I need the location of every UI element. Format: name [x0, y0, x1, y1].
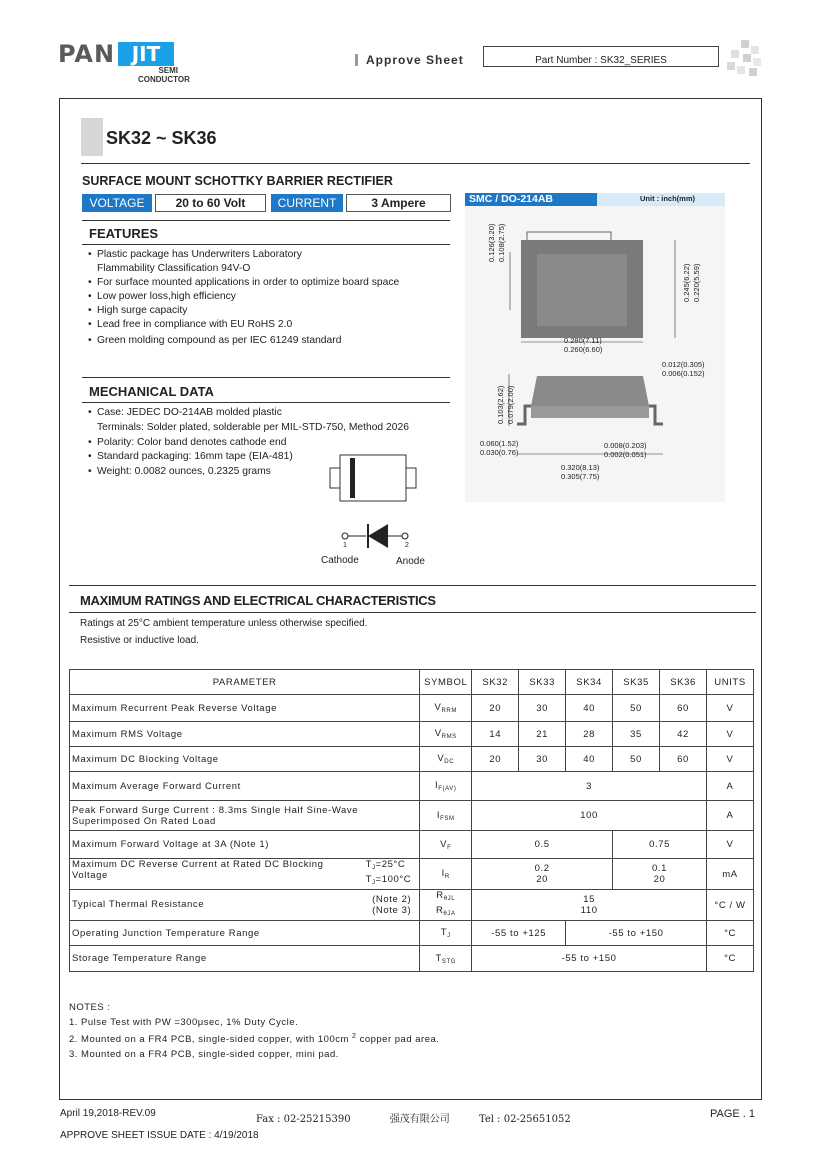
unit-cell: °C / W	[707, 890, 754, 921]
unit-cell: A	[707, 772, 754, 801]
header-cell: SK35	[613, 670, 660, 695]
unit-cell: V	[707, 831, 754, 859]
side-view-lead-right	[649, 406, 663, 424]
value-cell: 50	[613, 695, 660, 722]
unit-cell: mA	[707, 859, 754, 890]
unit-cell: A	[707, 801, 754, 831]
approve-bar	[355, 54, 358, 66]
list-item: • High surge capacity	[88, 304, 458, 318]
mech-top-line	[82, 377, 450, 378]
header-cell: SYMBOL	[420, 670, 472, 695]
dim-total-2: 0.305(7.75)	[561, 472, 600, 481]
footer-page: PAGE . 1	[710, 1108, 756, 1120]
product-subtitle: SURFACE MOUNT SCHOTTKY BARRIER RECTIFIER	[82, 174, 393, 188]
header-cell: SK32	[472, 670, 519, 695]
table-row	[70, 772, 754, 801]
pin2-label: 2	[405, 542, 409, 549]
logo-subtitle	[138, 66, 190, 84]
logo-sub-1: SEMI	[158, 66, 178, 75]
table-row	[70, 801, 754, 831]
value-cell: 0.75	[613, 831, 707, 859]
value-cell: 20	[472, 747, 519, 772]
list-item: • Low power loss,high efficiency	[88, 290, 458, 304]
table-row	[70, 831, 754, 859]
list-item: • Polarity: Color band denotes cathode end	[88, 436, 458, 451]
symbol-cell: $I_{FSM}$	[420, 801, 472, 831]
anode-label: Anode	[396, 556, 425, 567]
dim-lead-thick-2: 0.002(0.051)	[604, 450, 647, 459]
list-item: • Standard packaging: 16mm tape (EIA-481)	[88, 450, 458, 465]
value-cell: -55 to +125	[472, 921, 566, 946]
value-cell: 50	[613, 747, 660, 772]
footer-contact	[256, 1110, 571, 1125]
part-number-box: Part Number : SK32_SERIES	[483, 46, 719, 67]
dim-side-height-2: 0.079(2.00)	[506, 385, 515, 424]
footer-fax: Fax : 02-25215390	[256, 1114, 351, 1125]
list-item	[88, 262, 458, 276]
dim-thickness-1: 0.012(0.305)	[662, 360, 705, 369]
dim-width-2: 0.260(6.60)	[564, 345, 603, 354]
dim-height-right-2: 0.220(5.59)	[692, 263, 701, 302]
value-cell: 35	[613, 722, 660, 747]
footer-issue-date: APPROVE SHEET ISSUE DATE : 4/19/2018	[60, 1130, 259, 1141]
mechanical-title: MECHANICAL DATA	[89, 384, 214, 399]
cathode-band	[350, 458, 355, 498]
table-row	[70, 946, 754, 972]
top-view-inner	[537, 254, 627, 326]
unit-cell: °C	[707, 946, 754, 972]
cathode-pin-icon	[342, 533, 348, 539]
unit-cell: V	[707, 747, 754, 772]
param-cell: (Note 2) (Note 3) Typical Thermal Resistance	[70, 890, 420, 921]
logo-text: PAN	[58, 40, 116, 68]
component-body	[340, 455, 406, 501]
list-item: • Plastic package has Underwriters Laboratory	[88, 248, 458, 262]
current-value: 3 Ampere	[346, 194, 451, 212]
condition-text: $T_J=25^\circ C$ $T_J=100^\circ C$	[365, 859, 412, 886]
features-bottom-line	[82, 244, 450, 245]
list-item-cont: Flammability Classification 94V-O	[97, 263, 251, 274]
param-cell: $T_J=25^\circ C$ $T_J=100^\circ C$ Maximum DC Reverse Current at Rated DC Blocking Voltage	[70, 859, 420, 890]
list-item: • Lead free in compliance with EU RoHS 2.0	[88, 318, 458, 332]
value-cell: -55 to +150	[566, 921, 707, 946]
features-top-line	[82, 220, 450, 221]
dim-width-1: 0.280(7.11)	[564, 336, 602, 345]
voltage-value: 20 to 60 Volt	[155, 194, 266, 212]
footer-tel: Tel : 02-25651052	[478, 1114, 571, 1125]
value-cell: 0.2 20	[472, 859, 613, 890]
symbol-cell: $T_J$	[420, 921, 472, 946]
current-tag: CURRENT	[271, 194, 343, 212]
table-row	[70, 890, 754, 921]
ratings-title: MAXIMUM RATINGS AND ELECTRICAL CHARACTERISTICS	[80, 593, 436, 608]
list-item: • Case: JEDEC DO-214AB molded plastic	[88, 406, 458, 421]
value-cell: 100	[472, 801, 707, 831]
note-2: 2. Mounted on a FR4 PCB, single-sided copper, with 100cm $^2$ copper pad area.	[69, 1033, 440, 1046]
symbol-cell: $V_{RRM}$	[420, 695, 472, 722]
left-pad	[330, 468, 340, 488]
value-cell: 30	[519, 747, 566, 772]
list-item: • Green molding compound as per IEC 61249 standard	[88, 334, 458, 348]
table-row	[70, 747, 754, 772]
value-cell: 20	[472, 695, 519, 722]
unit-cell: V	[707, 722, 754, 747]
symbol-cell: $I_R$	[420, 859, 472, 890]
param-cell: Operating Junction Temperature Range	[70, 921, 420, 946]
page-title: SK32 ~ SK36	[106, 128, 217, 148]
table-row	[70, 695, 754, 722]
mech-bottom-line	[82, 402, 450, 403]
table-row	[70, 921, 754, 946]
footer-date-revision: April 19,2018-REV.09	[60, 1108, 156, 1119]
list-item: • For surface mounted applications in order to optimize board space	[88, 276, 458, 290]
value-cell: 14	[472, 722, 519, 747]
note-1: 1. Pulse Test with PW =300μsec, 1% Duty Cycle.	[69, 1016, 299, 1028]
dim-height-left-1: 0.126(3.20)	[487, 223, 496, 262]
dim-thickness-2: 0.006(0.152)	[662, 369, 705, 378]
ratings-table	[69, 669, 754, 972]
symbol-cell: $T_{STG}$	[420, 946, 472, 972]
value-cell: 60	[660, 695, 707, 722]
notes-section	[69, 1001, 439, 1062]
dim-lead-thick-1: 0.008(0.203)	[604, 441, 647, 450]
symbol-cell: $R_{\theta JL}$ $R_{\theta JA}$	[420, 890, 472, 921]
pin1-label: 1	[343, 542, 347, 549]
anode-pin-icon	[402, 533, 408, 539]
value-cell: 40	[566, 747, 613, 772]
param-cell: Maximum Forward Voltage at 3A (Note 1)	[70, 831, 420, 859]
value-cell: 60	[660, 747, 707, 772]
ratings-top-line	[69, 585, 756, 586]
header-cell: PARAMETER	[70, 670, 420, 695]
side-view-lead-left	[517, 406, 531, 424]
table-header-row	[70, 670, 754, 695]
dim-side-height-1: 0.103(2.62)	[496, 385, 505, 424]
value-cell: -55 to +150	[472, 946, 707, 972]
right-pad	[406, 468, 416, 488]
ratings-bottom-line	[69, 612, 756, 613]
package-label: SMC / DO-214AB	[465, 193, 597, 206]
value-cell: 15 110	[472, 890, 707, 921]
header-cell: SK36	[660, 670, 707, 695]
dim-height-right-1: 0.245(6.22)	[682, 263, 691, 302]
side-view-base	[531, 406, 649, 418]
value-cell: 0.5	[472, 831, 613, 859]
ratings-note-2: Resistive or inductive load.	[80, 635, 199, 646]
list-item: • Weight: 0.0082 ounces, 0.2325 grams	[88, 465, 458, 480]
header-cell: UNITS	[707, 670, 754, 695]
symbol-cell: $I_{F(AV)}$	[420, 772, 472, 801]
list-item: Terminals: Solder plated, solderable per MIL-STD-750, Method 2026	[97, 421, 409, 433]
note-3: 3. Mounted on a FR4 PCB, single-sided copper, mini pad.	[69, 1048, 339, 1060]
logo-sub-2: CONDUCTOR	[138, 75, 190, 84]
value-cell: 0.1 20	[613, 859, 707, 890]
package-unit: Unit : inch(mm)	[640, 194, 695, 203]
value-cell: 42	[660, 722, 707, 747]
param-cell: Maximum RMS Voltage	[70, 722, 420, 747]
symbol-cell: $V_F$	[420, 831, 472, 859]
param-cell: Storage Temperature Range	[70, 946, 420, 972]
side-view-body	[531, 376, 649, 406]
unit-cell: °C	[707, 921, 754, 946]
notes-title: NOTES :	[69, 1002, 111, 1013]
unit-cell: V	[707, 695, 754, 722]
approve-sheet-label: Approve Sheet	[366, 53, 464, 67]
dim-lead-2: 0.030(0.76)	[480, 448, 519, 457]
param-cell: Maximum Recurrent Peak Reverse Voltage	[70, 695, 420, 722]
value-cell: 40	[566, 695, 613, 722]
logo-accent: JIT	[118, 42, 174, 66]
diode-triangle-icon	[368, 524, 388, 548]
dim-height-left-2: 0.108(2.75)	[497, 223, 506, 262]
condition-text: (Note 2) (Note 3)	[372, 894, 412, 916]
features-title: FEATURES	[89, 226, 159, 241]
cathode-label: Cathode	[321, 555, 359, 566]
header-cell: SK34	[566, 670, 613, 695]
title-accent	[81, 118, 103, 156]
features-list	[88, 248, 458, 348]
value-cell: 28	[566, 722, 613, 747]
title-divider	[81, 163, 750, 164]
ratings-note-1: Ratings at 25°C ambient temperature unless otherwise specified.	[80, 618, 368, 629]
header-cell: SK33	[519, 670, 566, 695]
footer-company: 强茂有限公司	[389, 1114, 450, 1125]
dim-lead-1: 0.060(1.52)	[480, 439, 519, 448]
voltage-tag: VOLTAGE	[82, 194, 152, 212]
table-row	[70, 722, 754, 747]
symbol-cell: $V_{DC}$	[420, 747, 472, 772]
dim-total-1: 0.320(8.13)	[561, 463, 600, 472]
value-cell: 3	[472, 772, 707, 801]
symbol-cell: $V_{RMS}$	[420, 722, 472, 747]
value-cell: 21	[519, 722, 566, 747]
param-cell: Peak Forward Surge Current : 8.3ms Single Half Sine-Wave Superimposed On Rated Load	[70, 801, 420, 831]
param-cell: Maximum Average Forward Current	[70, 772, 420, 801]
table-row	[70, 859, 754, 890]
value-cell: 30	[519, 695, 566, 722]
decor-squares-icon	[727, 40, 763, 76]
param-cell: Maximum DC Blocking Voltage	[70, 747, 420, 772]
